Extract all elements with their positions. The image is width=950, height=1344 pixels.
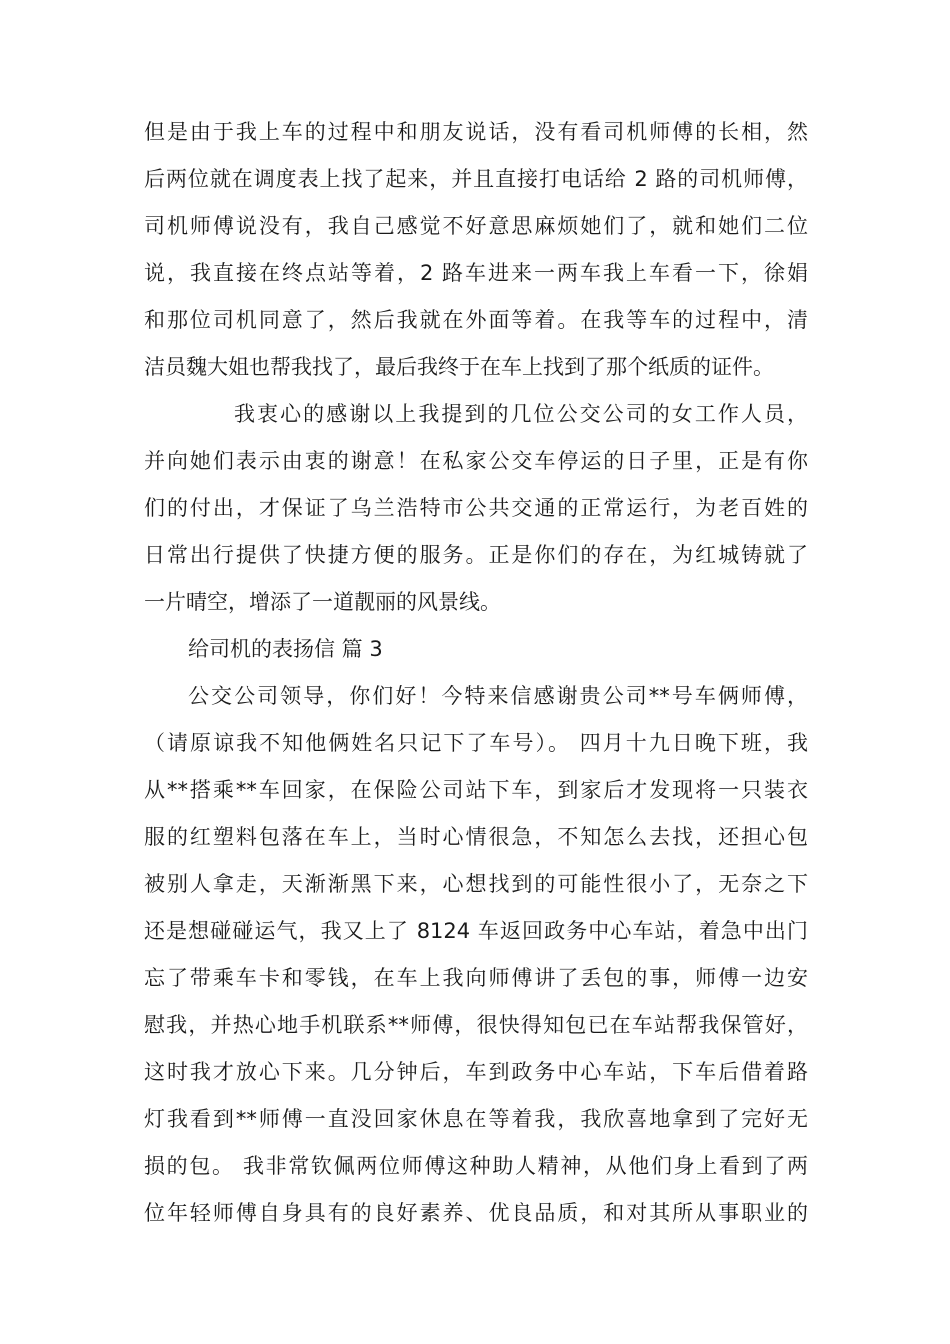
text-line: （请原谅我不知他俩姓名只记下了车号）。 四月十九日晚下班，我: [144, 731, 808, 755]
text-line: 和那位司机同意了，然后我就在外面等着。在我等车的过程中，清: [144, 308, 808, 332]
text-line: 损的包。 我非常钦佩两位师傅这种助人精神，从他们身上看到了两: [144, 1154, 808, 1178]
text-line: 灯我看到**师傅一直没回家休息在等着我，我欣喜地拿到了完好无: [144, 1107, 808, 1131]
paragraph-lost-certificate: [144, 109, 808, 391]
text-line: 这时我才放心下来。几分钟后，车到政务中心车站，下车后借着路: [144, 1060, 808, 1084]
text-line: 说，我直接在终点站等着，2 路车进来一两车我上车看一下，徐娟: [144, 261, 808, 285]
text-line: 忘了带乘车卡和零钱，在车上我向师傅讲了丢包的事，师傅一边安: [144, 966, 808, 990]
text-line: 公交公司领导，你们好！今特来信感谢贵公司**号车俩师傅，: [188, 684, 808, 708]
text-line: 洁员魏大姐也帮我找了，最后我终于在车上找到了那个纸质的证件。: [144, 355, 774, 379]
text-line: 我衷心的感谢以上我提到的几位公交公司的女工作人员，: [234, 402, 808, 426]
document-body: [144, 109, 808, 1237]
text-line: 司机师傅说没有，我自己感觉不好意思麻烦她们了，就和她们二位: [144, 214, 808, 238]
section-heading: 给司机的表扬信 篇 3: [188, 637, 383, 661]
text-line: 慰我，并热心地手机联系**师傅，很快得知包已在车站帮我保管好，: [144, 1013, 808, 1037]
text-line: 日常出行提供了快捷方便的服务。正是你们的存在，为红城铸就了: [144, 543, 808, 567]
text-line: 并向她们表示由衷的谢意！在私家公交车停运的日子里，正是有你: [144, 449, 808, 473]
text-line: 位年轻师傅自身具有的良好素养、优良品质，和对其所从事职业的: [144, 1201, 808, 1225]
text-line: 还是想碰碰运气，我又上了 8124 车返回政务中心车站，着急中出门: [144, 919, 808, 943]
text-line: 服的红塑料包落在车上，当时心情很急，不知怎么去找，还担心包: [144, 825, 808, 849]
text-line: 从**搭乘**车回家，在保险公司站下车，到家后才发现将一只装衣: [144, 778, 808, 802]
paragraph-thanks: [144, 391, 808, 626]
text-line: 一片晴空，增添了一道靓丽的风景线。: [144, 590, 501, 614]
text-line: 后两位就在调度表上找了起来，并且直接打电话给 2 路的司机师傅，: [144, 167, 808, 191]
text-line: 但是由于我上车的过程中和朋友说话，没有看司机师傅的长相，然: [144, 120, 808, 144]
paragraph-letter: [144, 673, 808, 1237]
text-line: 们的付出，才保证了乌兰浩特市公共交通的正常运行，为老百姓的: [144, 496, 808, 520]
text-line: 被别人拿走，天渐渐黑下来，心想找到的可能性很小了，无奈之下: [144, 872, 808, 896]
